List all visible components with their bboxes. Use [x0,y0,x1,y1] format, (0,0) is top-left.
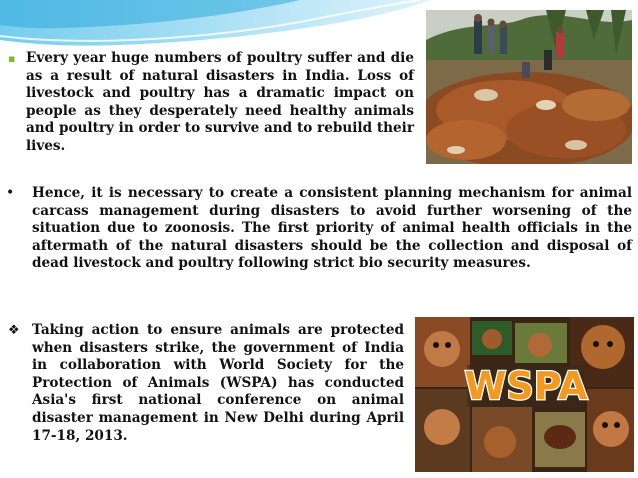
bullet-1-text: Every year huge numbers of poultry suffer and die as a result of natural disasters in India. Loss of livestock and poultry has a dramatic impact on people as they desperately need healthy animals and poultry in order to survive and to rebuild their lives. [26,50,414,154]
bullet-1 [26,50,414,156]
dead-poultry-photo [426,10,632,164]
bullet-3 [32,322,404,445]
bullet-3-text: Taking action to ensure animals are protected when disasters strike, the government of India in collaboration with World Society for the Protection of Animals (WSPA) has conducted Asia's first national conference on animal disaster management in New Delhi during April 17-18, 2013. [32,322,404,444]
wspa-logo-text: WSPA [464,364,588,408]
bullet-2-text: Hence, it is necessary to create a consistent planning mechanism for animal carcass management during disasters to avoid further worsening of the situation due to zoonosis. The first priority of animal health officials in the aftermath of the natural disasters should be the collection and disposal of dead livestock and poultry following strict bio security measures. [32,185,632,272]
wspa-collage-image [415,317,634,472]
bullet-2 [32,185,632,273]
bullet-marker-1: ▪ [8,52,16,65]
bullet-marker-3: ❖ [8,323,20,338]
bullet-marker-2: • [6,185,15,201]
